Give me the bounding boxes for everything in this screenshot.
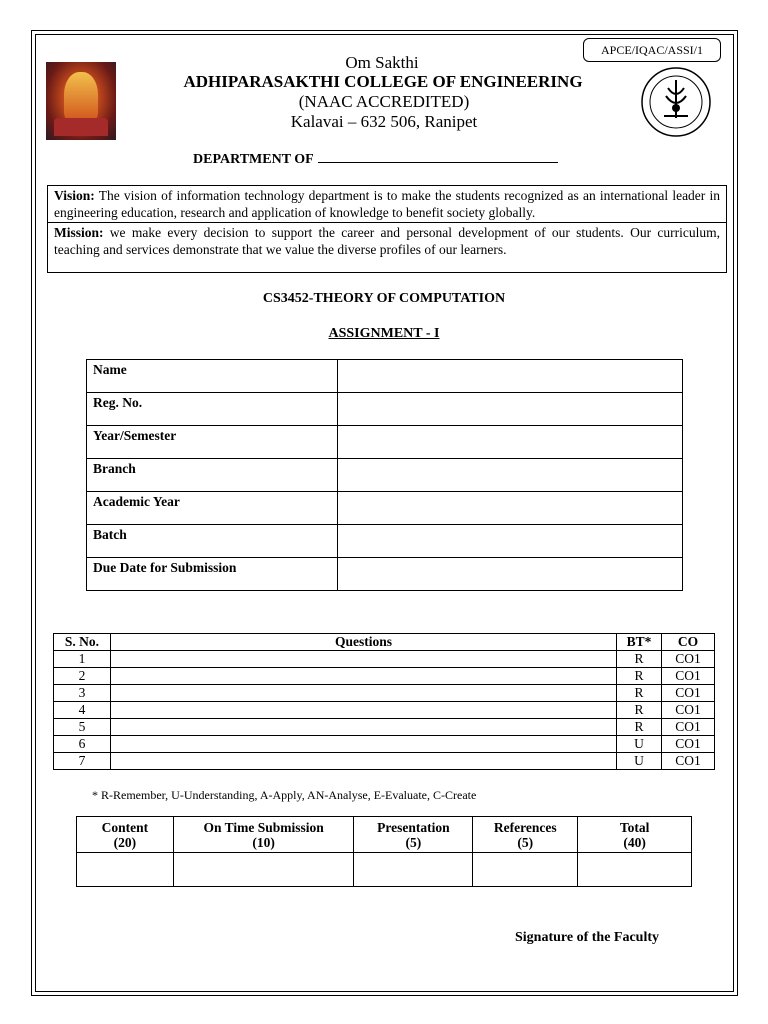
cell-bt: R (617, 651, 662, 668)
vision-label: Vision: (54, 188, 95, 203)
table-row (54, 736, 715, 753)
cell-question[interactable] (111, 736, 617, 753)
cell-bt: R (617, 685, 662, 702)
info-row-name (87, 360, 683, 393)
cell-bt: R (617, 668, 662, 685)
header-address: Kalavai – 632 506, Ranipet (290, 112, 478, 131)
cell-sno: 3 (54, 685, 111, 702)
cell-question[interactable] (111, 702, 617, 719)
info-row-branch (87, 459, 683, 492)
cell-sno: 1 (54, 651, 111, 668)
marks-header-total (578, 817, 692, 853)
header-questions: Questions (111, 634, 617, 651)
marks-entry-row (77, 853, 692, 887)
marks-max: (40) (623, 834, 646, 850)
cell-bt: R (617, 719, 662, 736)
marks-label: References (493, 819, 557, 835)
header-sno: S. No. (54, 634, 111, 651)
info-row-batch (87, 525, 683, 558)
info-label: Batch (87, 525, 338, 558)
cell-bt: R (617, 702, 662, 719)
marks-entry-content[interactable] (77, 853, 174, 887)
cell-sno: 6 (54, 736, 111, 753)
info-value-field[interactable] (338, 525, 683, 558)
info-label: Reg. No. (87, 393, 338, 426)
mission-label: Mission: (54, 225, 104, 240)
vision-mission-box (47, 185, 727, 273)
info-label: Year/Semester (87, 426, 338, 459)
header-om-sakthi: Om Sakthi (345, 53, 419, 72)
marks-header-references (473, 817, 578, 853)
info-label: Branch (87, 459, 338, 492)
cell-co: CO1 (662, 719, 715, 736)
info-row-year-semester (87, 426, 683, 459)
student-info-table (86, 359, 683, 591)
cell-sno: 7 (54, 753, 111, 770)
mission-text: we make every decision to support the career and personal development of our students. Our curriculum, teaching and services demonstrate that we value the diverse profiles of our learners. (54, 225, 720, 257)
info-row-due-date (87, 558, 683, 591)
table-row (54, 651, 715, 668)
info-value-field[interactable] (338, 492, 683, 525)
table-row (54, 702, 715, 719)
vision-row (48, 186, 726, 222)
table-row (54, 668, 715, 685)
cell-question[interactable] (111, 668, 617, 685)
marks-header-row (77, 817, 692, 853)
marks-entry-presentation[interactable] (354, 853, 473, 887)
cell-sno: 2 (54, 668, 111, 685)
info-value-field[interactable] (338, 360, 683, 393)
marks-max: (5) (517, 834, 534, 850)
marks-entry-total[interactable] (578, 853, 692, 887)
cell-co: CO1 (662, 736, 715, 753)
info-label: Name (87, 360, 338, 393)
header-bt: BT* (617, 634, 662, 651)
vision-text: The vision of information technology department is to make the students recognized as an international leader in engineering education, research and application of knowledge to benefit society globally. (54, 188, 720, 220)
bt-legend: * R-Remember, U-Understanding, A-Apply, AN-Analyse, E-Evaluate, C-Create (92, 788, 477, 802)
assignment-title: ASSIGNMENT - I (328, 326, 440, 341)
marks-label: Presentation (377, 819, 450, 835)
cell-co: CO1 (662, 668, 715, 685)
cell-co: CO1 (662, 702, 715, 719)
cell-question[interactable] (111, 685, 617, 702)
marks-header-on-time (173, 817, 354, 853)
marks-max: (5) (405, 834, 422, 850)
marks-table (76, 816, 692, 887)
department-label: DEPARTMENT OF (193, 152, 314, 167)
cell-co: CO1 (662, 753, 715, 770)
marks-label: Total (619, 819, 650, 835)
document-code: APCE/IQAC/ASSI/1 (583, 38, 721, 62)
mission-row (48, 222, 726, 259)
info-label: Academic Year (87, 492, 338, 525)
department-field (193, 150, 558, 168)
table-row (54, 753, 715, 770)
marks-max: (10) (252, 834, 275, 850)
cell-sno: 4 (54, 702, 111, 719)
table-row (54, 719, 715, 736)
header-college-name: ADHIPARASAKTHI COLLEGE OF ENGINEERING (183, 72, 583, 91)
info-label: Due Date for Submission (87, 558, 338, 591)
header-naac: (NAAC ACCREDITED) (298, 92, 470, 111)
info-value-field[interactable] (338, 558, 683, 591)
cell-bt: U (617, 736, 662, 753)
cell-sno: 5 (54, 719, 111, 736)
questions-table (53, 633, 715, 770)
marks-header-presentation (354, 817, 473, 853)
marks-entry-on-time[interactable] (173, 853, 354, 887)
cell-question[interactable] (111, 753, 617, 770)
header-co: CO (662, 634, 715, 651)
cell-question[interactable] (111, 651, 617, 668)
marks-header-content (77, 817, 174, 853)
marks-entry-references[interactable] (473, 853, 578, 887)
cell-co: CO1 (662, 651, 715, 668)
info-row-academic-year (87, 492, 683, 525)
marks-label: Content (101, 819, 149, 835)
info-value-field[interactable] (338, 393, 683, 426)
info-value-field[interactable] (338, 459, 683, 492)
info-row-reg-no (87, 393, 683, 426)
questions-header-row (54, 634, 715, 651)
faculty-signature-label: Signature of the Faculty (515, 930, 660, 945)
cell-co: CO1 (662, 685, 715, 702)
department-blank-line[interactable] (318, 150, 558, 163)
cell-bt: U (617, 753, 662, 770)
marks-label: On Time Submission (203, 819, 324, 835)
marks-max: (20) (113, 834, 137, 850)
cell-question[interactable] (111, 719, 617, 736)
table-row (54, 685, 715, 702)
course-title: CS3452-THEORY OF COMPUTATION (262, 291, 506, 306)
info-value-field[interactable] (338, 426, 683, 459)
